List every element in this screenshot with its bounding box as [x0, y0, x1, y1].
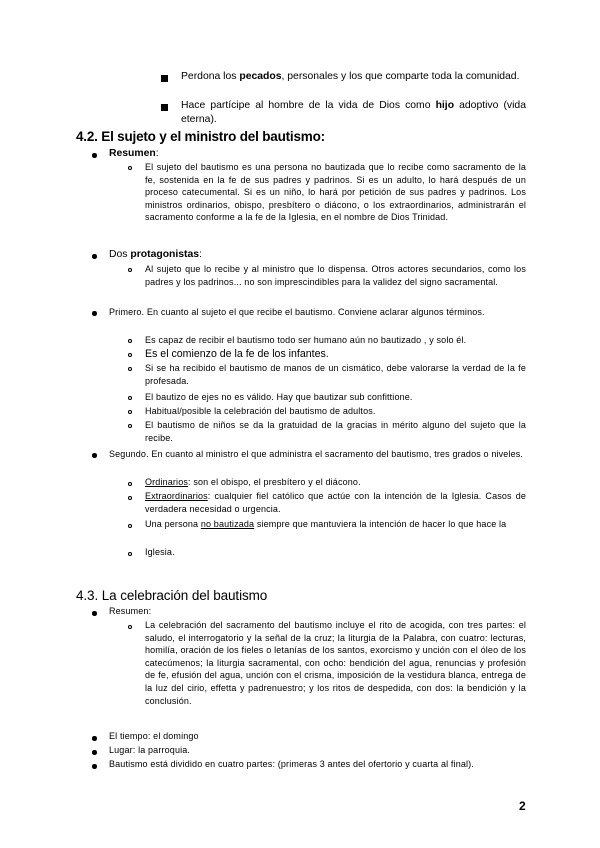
section-heading-4-3: 4.3. La celebración del bautismo	[76, 588, 268, 603]
bullet-dot-icon	[92, 736, 97, 741]
resumen-text: El sujeto del bautismo es una persona no bautizada que lo recibe como sacramento de la fe, sostenida en la fe de sus padres y padrinos. Si es un adulto, lo hará después de un proceso catecumental. Si es un niño, lo hará por petición de sus padres y padrinos. Los ministros ordinarios, obispo, presbítero o diácono, o los extraordinarios, administrarán el sacramento conforme a la fe de la Iglesia, en el nombre de Dios Trinidad.	[145, 162, 526, 223]
circle-bullet-icon	[128, 496, 132, 500]
circle-bullet-icon	[128, 524, 132, 528]
circle-bullet-icon	[128, 424, 132, 428]
square-bullet-icon	[161, 75, 168, 82]
tiempo-item: El tiempo: el domingo	[109, 731, 199, 741]
primero-item-2: Es el comienzo de la fe de los infantes.	[145, 348, 329, 360]
circle-bullet-icon	[128, 625, 132, 629]
primero-item-6: El bautismo de niños se da la gratuidad de la gracias in mérito alguno del sujeto que la recibe.	[145, 420, 526, 443]
protagonistas-text: Al sujeto que lo recibe y al ministro que lo dispensa. Otros actores secundarios, como los padres y los padrinos... no son imprescindibles para la validez del signo sacramental.	[145, 264, 526, 287]
segundo-text: Segundo. En cuanto al ministro el que administra el sacramento del bautismo, tres grados o niveles.	[109, 449, 524, 459]
resumen-text-4-3: La celebración del sacramento del bautismo incluye el rito de acogida, con tres partes: el saludo, el interrogatorio y la señal de la cruz; la liturgia de la Palabra, con cuatro: lecturas, homilía, oración de los fieles o letanías de los santos, exorcismo y unción con el óleo de los catecúmenos; la liturgia sacramental, con ocho: bendición del agua, renuncias y profesión de fe, efusión del agua, unción con el crisma, imposición de la vestidura blanca, entrega de la luz del cirio, effetta y padrenuestro; y los ritos de despedida, con dos: la bendición y la conclusión.	[145, 620, 526, 706]
partes-item: Bautismo está dividido en cuatro partes: (primeras 3 antes del ofertorio y cuarta al final).	[109, 759, 474, 769]
circle-bullet-icon	[128, 410, 132, 414]
circle-bullet-icon	[128, 367, 132, 371]
circle-bullet-icon	[128, 353, 132, 357]
segundo-item-iglesia: Iglesia.	[145, 547, 175, 557]
circle-bullet-icon	[128, 396, 132, 400]
primero-item-4: El bautizo de ejes no es válido. Hay que bautizar sub confittione.	[145, 392, 413, 402]
segundo-item-no-bautizada: Una persona no bautizada siempre que mantuviera la intención de hacer lo que hace la	[145, 519, 507, 529]
intro-bullet-1: Perdona los pecados, personales y los que comparte toda la comunidad.	[181, 71, 520, 82]
bullet-dot-icon	[92, 153, 97, 158]
bullet-dot-icon	[92, 311, 97, 316]
primero-text: Primero. En cuanto al sujeto el que recibe el bautismo. Conviene aclarar algunos términos.	[109, 307, 485, 317]
circle-bullet-icon	[128, 166, 132, 170]
segundo-item-ordinarios: Ordinarios: son el obispo, el presbítero y el diácono.	[145, 477, 361, 487]
square-bullet-icon	[161, 104, 168, 111]
primero-item-3: Si se ha recibido el bautismo de manos de un cismático, debe valorarse la verdad de la fe profesada.	[145, 363, 526, 386]
bullet-dot-icon	[92, 254, 97, 259]
resumen-label-4-3: Resumen:	[109, 606, 152, 616]
protagonistas-label: Dos protagonistas:	[109, 249, 202, 260]
circle-bullet-icon	[128, 268, 132, 272]
bullet-dot-icon	[92, 764, 97, 769]
page-number: 2	[519, 799, 526, 813]
primero-item-5: Habitual/posible la celebración del bautismo de adultos.	[145, 406, 376, 416]
circle-bullet-icon	[128, 482, 132, 486]
primero-item-1: Es capaz de recibir el bautismo todo ser humano aún no bautizado , y solo él.	[145, 335, 467, 345]
bullet-dot-icon	[92, 750, 97, 755]
resumen-label: Resumen:	[109, 148, 159, 159]
lugar-item: Lugar: la parroquia.	[109, 745, 191, 755]
segundo-item-extraordinarios: Extraordinarios: cualquier fiel católico que actúe con la intención de la Iglesia. Casos de verdadera necesidad o urgencia.	[145, 491, 526, 514]
circle-bullet-icon	[128, 552, 132, 556]
circle-bullet-icon	[128, 339, 132, 343]
bullet-dot-icon	[92, 611, 97, 616]
section-heading-4-2: 4.2. El sujeto y el ministro del bautismo:	[76, 129, 325, 144]
bullet-dot-icon	[92, 453, 97, 458]
intro-bullet-2: Hace partícipe al hombre de la vida de Dios como hijo adoptivo (vida eterna).	[181, 100, 526, 125]
